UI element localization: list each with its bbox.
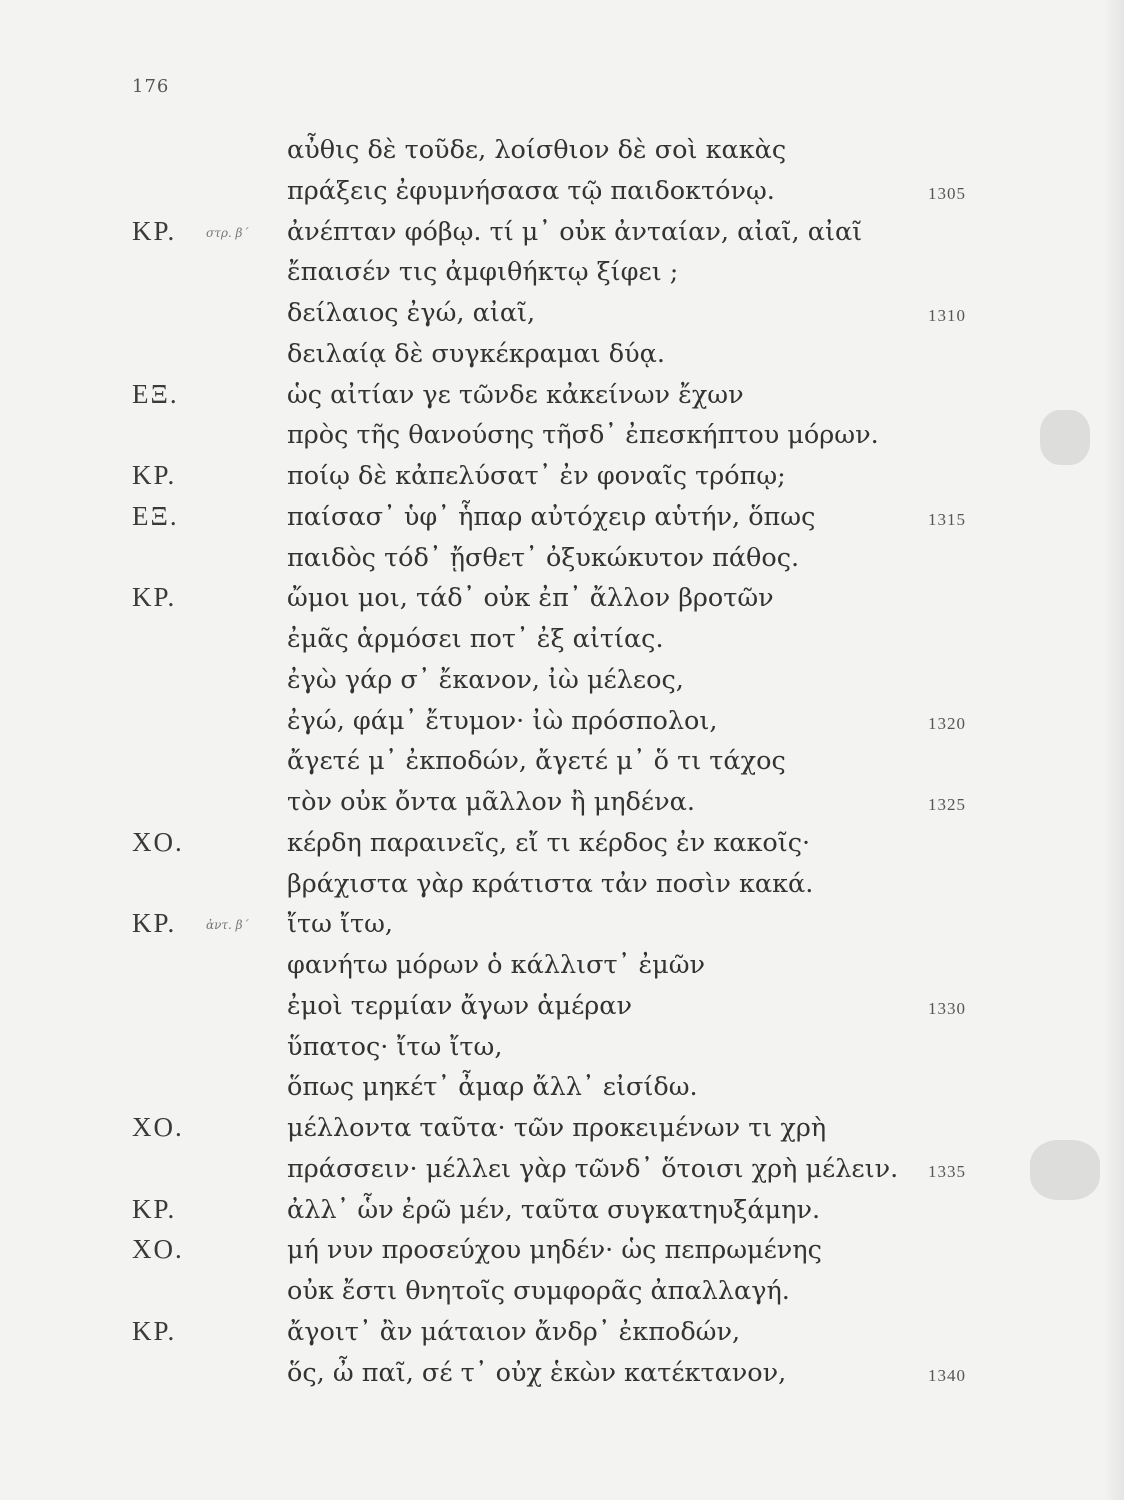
verse-line [0,1316,1124,1357]
line-number: 1310 [928,306,966,325]
verse-line [0,1194,1124,1235]
verse-text: ἴτω ἴτω, [287,909,394,940]
verse-text: ἄγετέ μ᾽ ἐκποδών, ἄγετέ μ᾽ ὅ τι τάχος [287,746,786,777]
verse-text: ἐγὼ γάρ σ᾽ ἔκανον, ἰὼ μέλεος, [287,664,684,695]
verse-line [0,297,1124,338]
verse-text: ἀλλ᾽ ὧν ἐρῶ μέν, ταῦτα συγκατηυξάμην. [287,1194,821,1225]
verse-text: παιδὸς τόδ᾽ ᾔσθετ᾽ ὀξυκώκυτον πάθος. [287,542,800,573]
verse-line [0,786,1124,827]
verse-text: δειλαίᾳ δὲ συγκέκραμαι δύᾳ. [287,338,665,369]
verse-line [0,460,1124,501]
page-number: 176 [132,76,170,97]
verse-line [0,134,1124,175]
verse-text: τὸν οὐκ ὄντα μᾶλλον ἢ μηδένα. [287,787,695,817]
speaker-label: ΚΡ. [132,1315,177,1346]
verse-text: ἔπαισέν τις ἀμφιθήκτῳ ξίφει ; [287,257,679,288]
verse-text: κέρδη παραινεῖς, εἴ τι κέρδος ἐν κακοῖς· [287,827,811,858]
verse-text: πράξεις ἐφυμνήσασα τῷ παιδοκτόνῳ. [287,175,775,206]
line-number: 1315 [928,509,966,529]
verse-line [0,949,1124,990]
verse-line [0,1357,1124,1398]
verse-line [0,1031,1124,1072]
verse-line [0,745,1124,786]
speaker-label: ΕΞ. [132,500,179,531]
speaker-label: ΚΡ. [132,908,177,939]
verse-text: ποίῳ δὲ κἀπελύσατ᾽ ἐν φοναῖς τρόπῳ; [287,461,786,491]
speaker-label: ΚΡ. [132,582,177,613]
verse-text: ὤμοι μοι, τάδ᾽ οὐκ ἐπ᾽ ἄλλον βροτῶν [287,583,774,614]
verse-text: δείλαιος ἐγώ, αἰαῖ, [287,298,536,328]
verse-line [0,827,1124,868]
line-number: 1320 [928,713,966,733]
verse-line [0,419,1124,460]
verse-text: μή νυν προσεύχου μηδέν· ὡς πεπρωμένης [287,1235,822,1266]
speaker-label: ΧΟ. [132,1234,184,1265]
verse-text: μέλλοντα ταῦτα· τῶν προκειμένων τι χρὴ [287,1113,827,1143]
line-number: 1335 [928,1161,966,1181]
speaker-label: ΧΟ. [132,1112,184,1142]
verse-text: βράχιστα γὰρ κράτιστα τἀν ποσὶν κακά. [287,868,814,899]
verse-line [0,623,1124,664]
verse-text: ὡς αἰτίαν γε τῶνδε κἀκείνων ἔχων [287,379,744,410]
verse-line [0,379,1124,420]
speaker-label: ΧΟ. [132,826,184,857]
verse-text: οὐκ ἔστι θνητοῖς συμφορᾶς ἀπαλλαγή. [287,1276,790,1306]
verse-text: ἐμᾶς ἁρμόσει ποτ᾽ ἐξ αἰτίας. [287,624,664,654]
verse-text: πράσσειν· μέλλει γὰρ τῶνδ᾽ ὅτοισι χρὴ μέλειν. [287,1153,899,1184]
verse-line [0,582,1124,623]
verse-line [0,501,1124,542]
speaker-label: ΕΞ. [132,378,179,409]
speaker-label: ΚΡ. [132,1193,177,1224]
verse-line [0,664,1124,705]
verse-text: ἄγοιτ᾽ ἂν μάταιον ἄνδρ᾽ ἐκποδών, [287,1316,741,1347]
verse-text: αὖθις δὲ τοῦδε, λοίσθιον δὲ σοὶ κακὰς [287,135,787,165]
verse-line [0,705,1124,746]
verse-text: ὅς, ὦ παῖ, σέ τ᾽ οὐχ ἑκὼν κατέκτανον, [287,1357,787,1388]
line-number: 1325 [928,795,966,814]
verse-text: πρὸς τῆς θανούσης τῆσδ᾽ ἐπεσκήπτου μόρων. [287,420,879,451]
verse-line [0,1234,1124,1275]
verse-line [0,175,1124,216]
verse-text: ἐμοὶ τερμίαν ἄγων ἁμέραν [287,990,632,1021]
verse-text: ὅπως μηκέτ᾽ ἆμαρ ἄλλ᾽ εἰσίδω. [287,1072,698,1103]
verse-text: ἐγώ, φάμ᾽ ἔτυμον· ἰὼ πρόσπολοι, [287,705,718,736]
verse-line [0,1153,1124,1194]
speaker-label: ΚΡ. [132,460,177,490]
verse-line [0,1275,1124,1316]
meter-label: στρ. β΄ [206,225,249,240]
verse-line [0,256,1124,297]
line-number: 1330 [928,998,966,1018]
verse-line [0,338,1124,379]
line-number: 1305 [928,183,966,203]
verse-line [0,1071,1124,1112]
verse-text: ὕπατος· ἴτω ἴτω, [287,1031,503,1062]
meter-label: ἀντ. β΄ [206,918,249,933]
verse-text: ἀνέπταν φόβῳ. τί μ᾽ οὐκ ἀνταίαν, αἰαῖ, αἰαῖ [287,216,863,247]
line-number: 1340 [928,1365,966,1385]
verse-line [0,1112,1124,1153]
verse-text: παίσασ᾽ ὑφ᾽ ἧπαρ αὐτόχειρ αὑτήν, ὅπως [287,501,816,532]
speaker-label: ΚΡ. [132,215,177,246]
verse-block [0,134,1124,1397]
verse-line [0,908,1124,949]
verse-text: φανήτω μόρων ὁ κάλλιστ᾽ ἐμῶν [287,950,706,980]
verse-line [0,542,1124,583]
verse-line [0,868,1124,909]
verse-line [0,990,1124,1031]
verse-line [0,216,1124,257]
